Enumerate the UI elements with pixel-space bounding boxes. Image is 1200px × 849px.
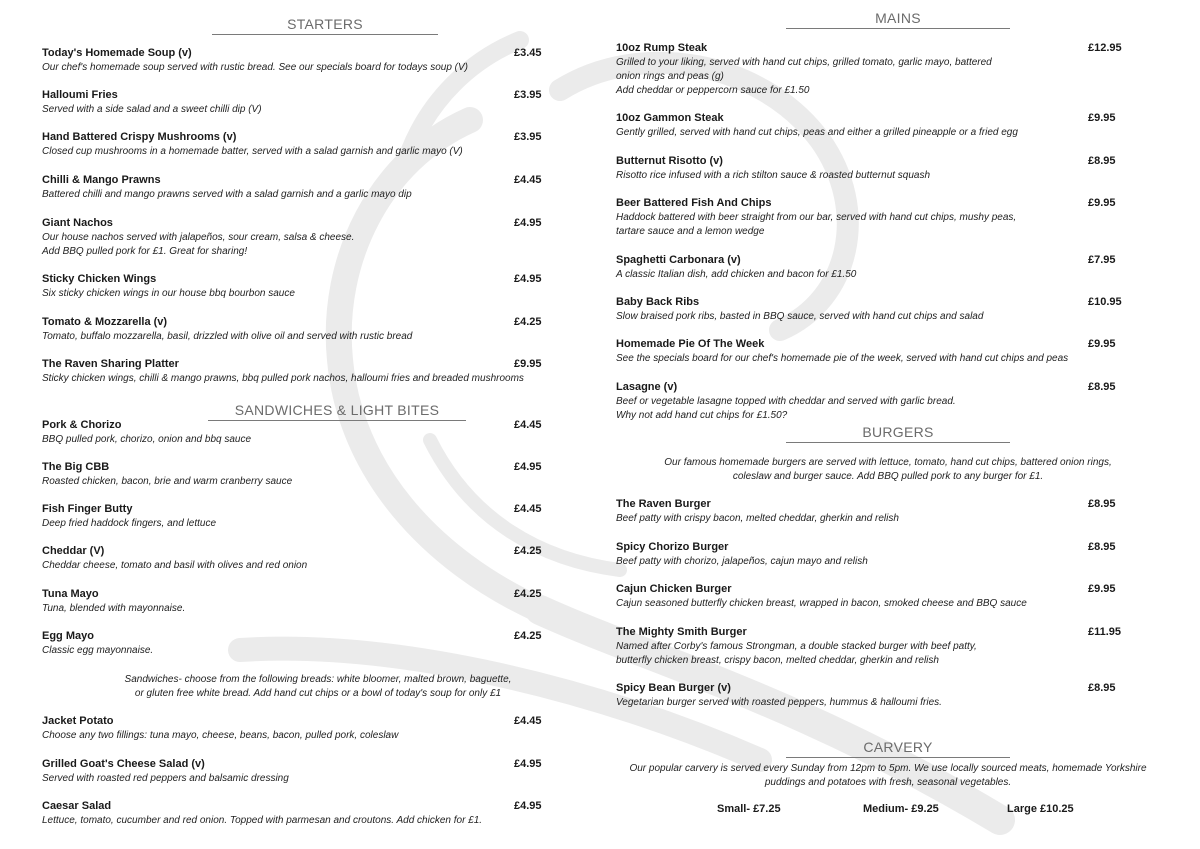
menu-item-description	[616, 512, 899, 526]
menu-item-name: Fish Finger Butty	[42, 503, 133, 515]
description-line: Classic egg mayonnaise.	[42, 645, 154, 656]
description-line: butterfly chicken breast, crispy bacon, melted cheddar, gherkin and relish	[616, 655, 939, 666]
description-line: Vegetarian burger served with roasted peppers, hummus & halloumi fries.	[616, 697, 942, 708]
menu-item-price: £8.95	[1088, 155, 1116, 167]
description-line: Battered chilli and mango prawns served with a salad garnish and a garlic mayo dip	[42, 189, 412, 200]
menu-item-name: Spicy Chorizo Burger	[616, 541, 729, 553]
menu-item-price: £3.45	[514, 47, 542, 59]
menu-item-price: £4.45	[514, 174, 542, 186]
description-line: Risotto rice infused with a rich stilton sauce & roasted butternut squash	[616, 170, 931, 181]
description-line: tartare sauce and a lemon wedge	[616, 226, 765, 237]
menu-item-description	[616, 555, 868, 569]
menu-item-description	[42, 602, 185, 616]
menu-item-name: Tomato & Mozzarella (v)	[42, 316, 168, 328]
menu-item-price: £4.95	[514, 217, 542, 229]
menu-item-description	[616, 597, 1027, 611]
menu-item-price: £3.95	[514, 89, 542, 101]
menu-item-price: £8.95	[1088, 498, 1116, 510]
menu-item-description	[616, 640, 977, 668]
carvery-note: Our popular carvery is served every Sunday from 12pm to 5pm. We use locally sourced meats, homemade Yorkshire puddings and potatoes with fresh, seasonal vegetables.	[629, 763, 1147, 788]
menu-item-description	[42, 372, 524, 386]
description-line: Served with a side salad and a sweet chilli dip (V)	[42, 104, 262, 115]
menu-item-price: £4.95	[514, 461, 542, 473]
menu-item-name: Cheddar (V)	[42, 545, 105, 557]
menu-item-name: Beer Battered Fish And Chips	[616, 197, 772, 209]
menu-item-name: Chilli & Mango Prawns	[42, 174, 161, 186]
sandwiches-note: Sandwiches- choose from the following breads: white bloomer, malted brown, baguette, or gluten free white bread. Add hand cut chips or a bowl of today's soup for only £1	[124, 674, 512, 699]
description-line: Sticky chicken wings, chilli & mango prawns, bbq pulled pork nachos, halloumi fries and breaded mushrooms	[42, 373, 524, 384]
menu-item-price: £10.95	[1088, 296, 1122, 308]
description-line: Tomato, buffalo mozzarella, basil, drizzled with olive oil and served with rustic bread	[42, 331, 413, 342]
menu-item-name: Egg Mayo	[42, 630, 94, 642]
menu-item-price: £4.45	[514, 503, 542, 515]
menu-item-description	[616, 56, 992, 98]
menu-item-name: The Raven Burger	[616, 498, 711, 510]
menu-item-name: Pork & Chorizo	[42, 419, 122, 431]
menu-item-description	[42, 103, 262, 117]
menu-item-name: Lasagne (v)	[616, 381, 678, 393]
description-line: Slow braised pork ribs, basted in BBQ sauce, served with hand cut chips and salad	[616, 311, 984, 322]
menu-item-description	[616, 169, 930, 183]
sandwiches-heading: SANDWICHES & LIGHT BITES	[208, 402, 466, 421]
menu-item-price: £11.95	[1088, 626, 1122, 638]
menu-item-price: £4.25	[514, 545, 542, 557]
burgers-note: Our famous homemade burgers are served with lettuce, tomato, hand cut chips, battered onion rings, coleslaw and burger sauce. Add BBQ pulled pork to any burger for £1.	[664, 457, 1112, 482]
description-line: Deep fried haddock fingers, and lettuce	[42, 518, 216, 529]
menu-item-description	[42, 188, 412, 202]
menu-item-name: Cajun Chicken Burger	[616, 583, 732, 595]
menu-item-price: £9.95	[514, 358, 542, 370]
description-line: Haddock battered with beer straight from our bar, served with hand cut chips, mushy peas,	[616, 212, 1017, 223]
menu-item-name: Halloumi Fries	[42, 89, 118, 101]
menu-item-description	[42, 517, 216, 531]
description-line: Beef or vegetable lasagne topped with cheddar and served with garlic bread.	[616, 396, 956, 407]
carvery-size-large: Large £10.25	[1007, 803, 1074, 815]
description-line: Our chef's homemade soup served with rustic bread. See our specials board for todays soup (V)	[42, 62, 469, 73]
menu-item-description	[42, 644, 153, 658]
menu-item-price: £8.95	[1088, 381, 1116, 393]
menu-item-name: Grilled Goat's Cheese Salad (v)	[42, 758, 205, 770]
menu-item-description	[616, 126, 1018, 140]
menu-item-name: The Big CBB	[42, 461, 110, 473]
menu-item-price: £12.95	[1088, 42, 1122, 54]
description-line: onion rings and peas (g)	[616, 71, 724, 82]
description-line: Named after Corby's famous Strongman, a double stacked burger with beef patty,	[616, 641, 977, 652]
description-line: Add cheddar or peppercorn sauce for £1.50	[616, 85, 810, 96]
menu-item-name: Homemade Pie Of The Week	[616, 338, 765, 350]
menu-item-name: Jacket Potato	[42, 715, 114, 727]
menu-item-name: The Raven Sharing Platter	[42, 358, 179, 370]
burgers-heading: BURGERS	[786, 424, 1010, 443]
description-line: Our house nachos served with jalapeños, sour cream, salsa & cheese.	[42, 232, 355, 243]
menu-item-name: Tuna Mayo	[42, 588, 99, 600]
menu-item-description	[42, 559, 307, 573]
menu-item-price: £4.95	[514, 758, 542, 770]
description-line: See the specials board for our chef's homemade pie of the week, served with hand cut chips and peas	[616, 353, 1069, 364]
menu-item-description	[42, 61, 468, 75]
menu-item-description	[616, 211, 1016, 239]
menu-item-description	[616, 395, 956, 423]
carvery-size-small: Small- £7.25	[717, 803, 781, 815]
description-line: Roasted chicken, bacon, brie and warm cranberry sauce	[42, 476, 293, 487]
menu-item-description	[42, 475, 292, 489]
carvery-heading: CARVERY	[786, 739, 1010, 758]
menu-item-price: £4.45	[514, 419, 542, 431]
menu-item-name: Caesar Salad	[42, 800, 112, 812]
menu-item-description	[616, 310, 983, 324]
menu-item-name: Butternut Risotto (v)	[616, 155, 723, 167]
menu-item-name: The Mighty Smith Burger	[616, 626, 747, 638]
menu-item-price: £3.95	[514, 131, 542, 143]
menu-item-name: Today's Homemade Soup (v)	[42, 47, 192, 59]
menu-item-price: £4.25	[514, 316, 542, 328]
menu-item-price: £7.95	[1088, 254, 1116, 266]
description-line: Served with roasted red peppers and balsamic dressing	[42, 773, 289, 784]
starters-heading: STARTERS	[212, 16, 438, 35]
description-line: Cheddar cheese, tomato and basil with olives and red onion	[42, 560, 308, 571]
menu-item-price: £8.95	[1088, 541, 1116, 553]
description-line: Add BBQ pulled pork for £1. Great for sharing!	[42, 246, 248, 257]
menu-item-description	[616, 268, 856, 282]
description-line: BBQ pulled pork, chorizo, onion and bbq sauce	[42, 434, 252, 445]
menu-item-description	[42, 231, 354, 259]
carvery-size-medium: Medium- £9.25	[863, 803, 939, 815]
menu-item-name: 10oz Rump Steak	[616, 42, 708, 54]
menu-item-name: 10oz Gammon Steak	[616, 112, 724, 124]
description-line: A classic Italian dish, add chicken and bacon for £1.50	[616, 269, 857, 280]
description-line: Why not add hand cut chips for £1.50?	[616, 410, 788, 421]
menu-item-price: £4.25	[514, 588, 542, 600]
description-line: Tuna, blended with mayonnaise.	[42, 603, 186, 614]
menu-item-price: £9.95	[1088, 197, 1116, 209]
description-line: Beef patty with crispy bacon, melted cheddar, gherkin and relish	[616, 513, 899, 524]
description-line: Lettuce, tomato, cucumber and red onion. Topped with parmesan and croutons. Add chicken for £1.	[42, 815, 483, 826]
menu-item-price: £9.95	[1088, 112, 1116, 124]
menu-item-description	[616, 352, 1068, 366]
menu-item-description	[42, 145, 463, 159]
menu-item-description	[616, 696, 942, 710]
menu-item-name: Giant Nachos	[42, 217, 113, 229]
menu-item-name: Spicy Bean Burger (v)	[616, 682, 731, 694]
description-line: Beef patty with chorizo, jalapeños, cajun mayo and relish	[616, 556, 868, 567]
menu-item-name: Hand Battered Crispy Mushrooms (v)	[42, 131, 237, 143]
description-line: Grilled to your liking, served with hand cut chips, grilled tomato, garlic mayo, battered	[616, 57, 992, 68]
description-line: Gently grilled, served with hand cut chips, peas and either a grilled pineapple or a fried egg	[616, 127, 1018, 138]
menu-item-description	[42, 729, 398, 743]
description-line: Closed cup mushrooms in a homemade batter, served with a salad garnish and garlic mayo (V)	[42, 146, 463, 157]
menu-item-description	[42, 433, 251, 447]
description-line: Choose any two fillings: tuna mayo, cheese, beans, bacon, pulled pork, coleslaw	[42, 730, 399, 741]
menu-item-name: Spaghetti Carbonara (v)	[616, 254, 741, 266]
description-line: Cajun seasoned butterfly chicken breast, wrapped in bacon, smoked cheese and BBQ sauce	[616, 598, 1027, 609]
menu-item-price: £9.95	[1088, 583, 1116, 595]
menu-item-name: Baby Back Ribs	[616, 296, 700, 308]
menu-item-price: £4.95	[514, 800, 542, 812]
menu-item-price: £4.25	[514, 630, 542, 642]
menu-item-name: Sticky Chicken Wings	[42, 273, 157, 285]
menu-item-price: £4.45	[514, 715, 542, 727]
menu-item-price: £8.95	[1088, 682, 1116, 694]
menu-item-description	[42, 287, 295, 301]
menu-item-description	[42, 330, 412, 344]
menu-item-price: £4.95	[514, 273, 542, 285]
menu-item-price: £9.95	[1088, 338, 1116, 350]
menu-item-description	[42, 772, 289, 786]
description-line: Six sticky chicken wings in our house bbq bourbon sauce	[42, 288, 295, 299]
mains-heading: MAINS	[786, 10, 1010, 29]
menu-item-description	[42, 814, 482, 828]
